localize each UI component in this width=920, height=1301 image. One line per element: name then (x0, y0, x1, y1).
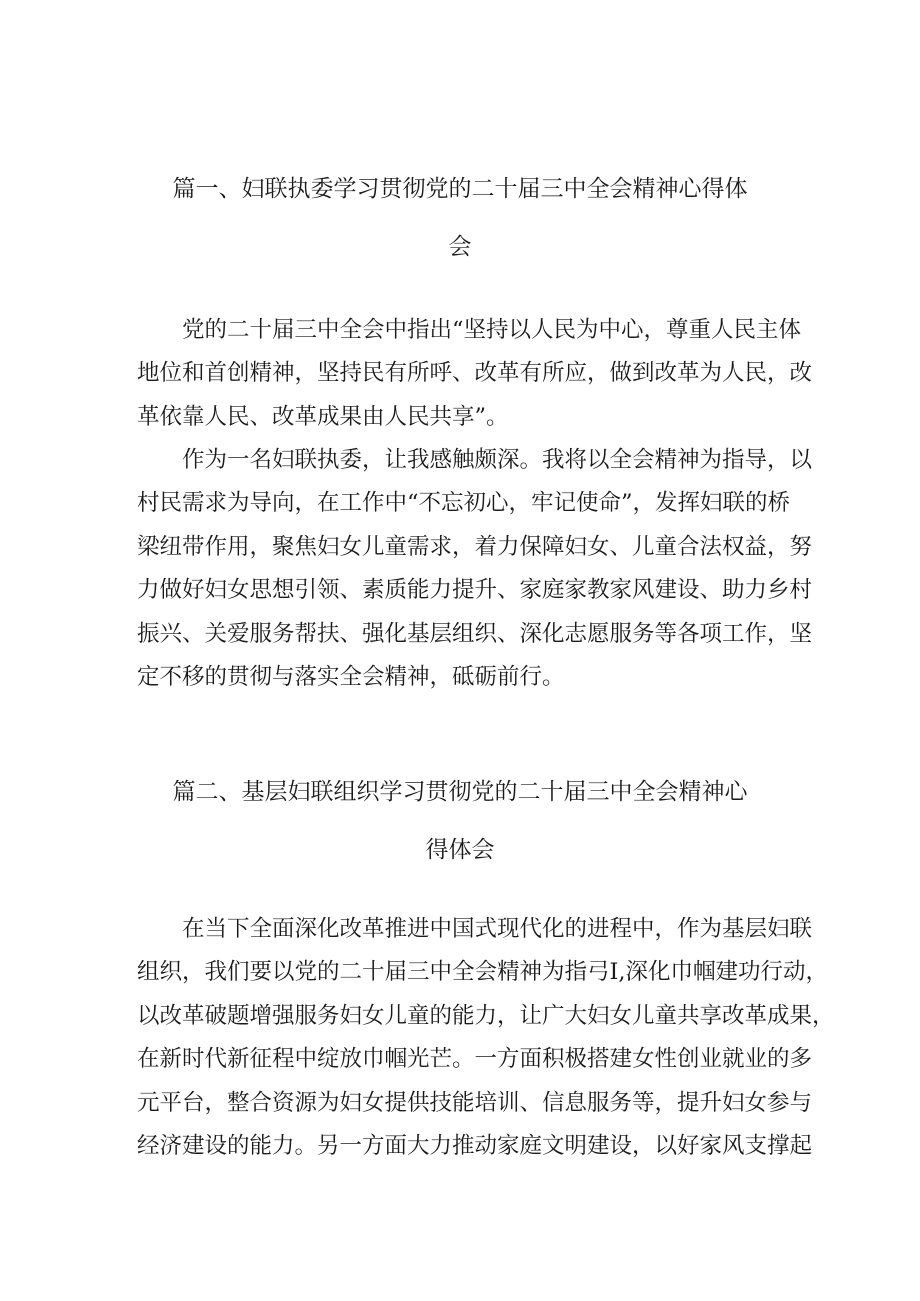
text-line: 组织，我们要以党的二十届三中全会精神为指弓I,深化巾帼建功行动， (137, 959, 829, 986)
text-line: 党的二十届三中全会中指出“坚持以人民为中心，尊重人民主体 (182, 317, 802, 343)
text-line: 在当下全面深化改革推进中国式现代化的进程中，作为基层妇联 (182, 916, 813, 942)
section-2-paragraph-1 (137, 908, 835, 1168)
text-line: 定不移的贯彻与落实全会精神，砥砺前行。 (137, 664, 565, 691)
text-line: 在新时代新征程中绽放巾帼光芒。一方面积极搭建女性创业就业的多 (137, 1046, 813, 1073)
text-line: 力做好妇女思想引领、素质能力提升、家庭家教家风建设、助力乡村 (137, 577, 813, 604)
text-line: 经济建设的能力。另一方面大力推动家庭文明建设，以好家风支撑起 (137, 1133, 813, 1160)
text-line: 梁纽带作用，聚焦妇女儿童需求，着力保障妇女、儿童合法权益，努 (137, 533, 813, 560)
text-line: 振兴、关爱服务帮扶、强化基层组织、深化志愿服务等各项工作，坚 (137, 620, 813, 647)
text-line: 作为一名妇联执委，让我感触颇深。我将以全会精神为指导，以 (182, 447, 813, 473)
section-1-paragraph-2 (137, 439, 813, 699)
heading-line: 篇二、基层妇联组织学习贯彻党的二十届三中全会精神心 (172, 779, 748, 806)
heading-line: 篇一、妇联执委学习贯彻党的二十届三中全会精神心得体 (172, 176, 748, 203)
heading-line: 得体会 (425, 837, 495, 864)
text-line: 元平台，整合资源为妇女提供技能培训、信息服务等，提升妇女参与 (137, 1089, 813, 1116)
text-line: 以改革破题增强服务妇女儿童的能力，让广大妇女儿童共享改革成果， (137, 1002, 835, 1029)
section-1-paragraph-1 (137, 309, 813, 439)
text-line: 村民需求为导向，在工作中“不忘初心，牢记使命”，发挥妇联的桥 (137, 490, 791, 517)
text-line: 地位和首创精神，坚持民有所呼、改革有所应，做到改革为人民，改 (137, 360, 813, 387)
section-1-heading (128, 160, 792, 276)
text-line: 革依靠人民、改革成果由人民共享”。 (137, 403, 509, 430)
heading-line: 会 (448, 234, 472, 261)
section-2-heading (128, 763, 792, 879)
